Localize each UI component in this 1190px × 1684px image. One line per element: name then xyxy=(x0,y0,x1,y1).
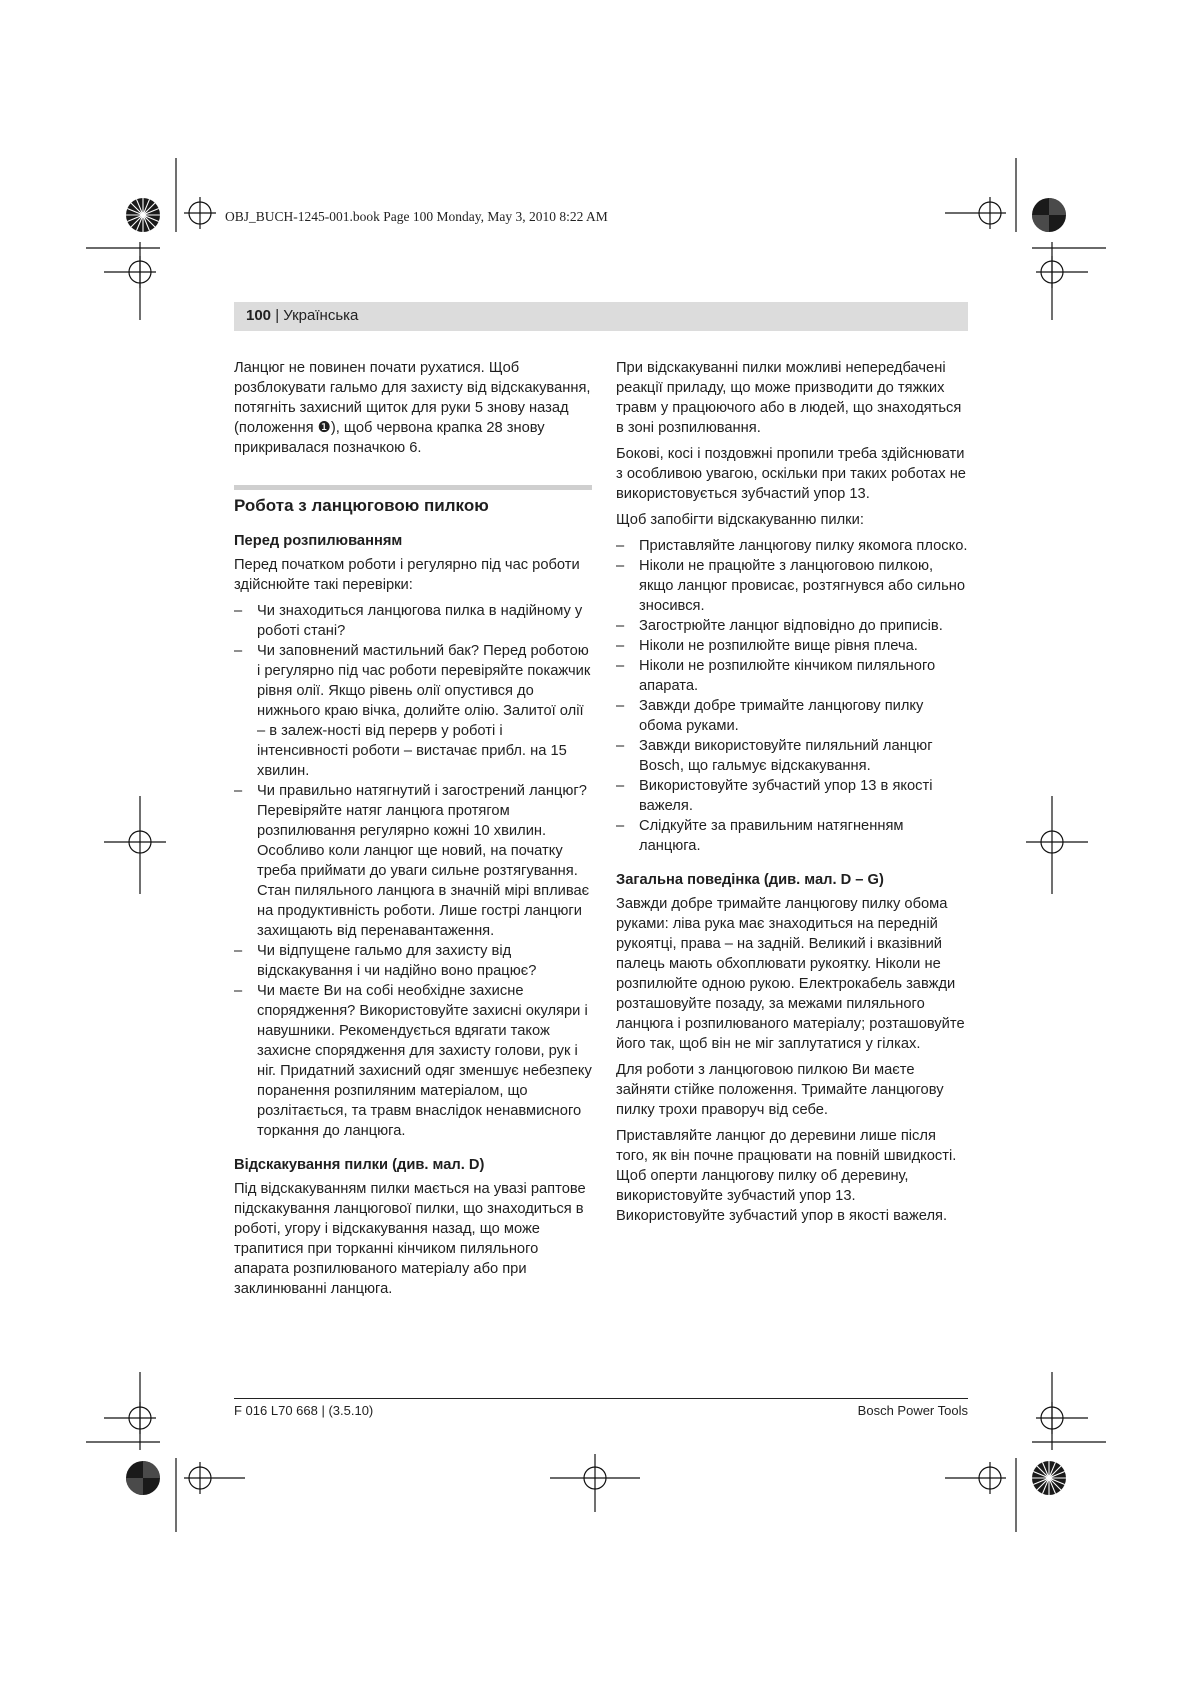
list-item-text: Ніколи не розпилюйте вище рівня плеча. xyxy=(639,638,918,654)
intro-paragraph: Ланцюг не повинен почати рухатися. Щоб розблокувати гальмо для захисту від відскакування, потягніть захисний щиток для руки 5 знову назад (положення ❶), щоб червона крапка 28 знову прикривалася позначкою 6. xyxy=(234,360,591,456)
checks-list xyxy=(234,601,592,1141)
page-header-bar xyxy=(234,302,968,331)
footer-brand: Bosch Power Tools xyxy=(857,1403,968,1418)
right-column xyxy=(616,358,968,1232)
page-header xyxy=(246,307,358,324)
list-item-text: Чи знаходиться ланцюгова пилка в надійному у роботі стані? xyxy=(257,603,583,639)
list-item: – Чи правильно натягнутий і загострений ланцюг? Перевіряйте натяг ланцюга протягом розпилювання регулярно кожні 10 хвилин. Особливо коли ланцюг ще новий, на початку треба приймати до уваги сильне розтягування. Стан пиляльного ланцюга в значній мірі впливає на продуктивність роботи. Лише гострі ланцюги захищають від перенавантаження. xyxy=(234,783,590,939)
registration-mark-top-left xyxy=(184,197,216,229)
left-column xyxy=(234,358,592,1305)
list-item-text: Чи правильно натягнутий і загострений ланцюг? Перевіряйте натяг ланцюга протягом розпилювання регулярно кожні 10 хвилин. Особливо коли ланцюг ще новий, на початку треба приймати до уваги сильне розтягування. Стан пиляльного ланцюга в значній мірі впливає на продуктивність роботи. Лише гострі ланцюги захищають від перенавантаження. xyxy=(257,783,590,939)
header-separator: | xyxy=(271,307,284,324)
list-item-text: Чи заповнений мастильний бак? Перед роботою і регулярно під час роботи перевіряйте покажчик рівня олії. Якщо рівень олії опустився до нижнього краю вічка, долийте олію. Залитої олії – в залеж-ності від перерв у роботі і інтенсивності роботи – вистачає прибл. на 15 хвилин. xyxy=(257,643,591,779)
list-item: – Чи маєте Ви на собі необхідне захисне спорядження? Використовуйте захисні окуляри і навушники. Рекомендується вдягати також захисне спорядження для захисту голови, рук і ніг. Придатний захисний одяг зменшує небезпеку поранення розпиляним матеріалом, що розлітається, та травм внаслідок ненавмисного торкання до ланцюга. xyxy=(234,983,592,1139)
list-item-text: Ніколи не працюйте з ланцюговою пилкою, якщо ланцюг провисає, розтягнувся або сильно зносився. xyxy=(639,558,966,614)
footer-document-code: F 016 L70 668 | (3.5.10) xyxy=(234,1403,374,1418)
language-label: Українська xyxy=(283,307,359,324)
paragraph: Бокові, косі і поздовжні пропили треба здійснювати з особливою увагою, оскільки при таких роботах не використовується зубчастий упор 13. xyxy=(616,446,966,502)
star-target-bottom-right xyxy=(1032,1461,1066,1495)
list-item: – Ніколи не працюйте з ланцюговою пилкою, якщо ланцюг провисає, розтягнувся або сильно зносився. xyxy=(616,558,966,614)
list-item-text: Завжди використовуйте пиляльний ланцюг Bosch, що гальмує відскакування. xyxy=(639,738,933,774)
registration-mark-lower-left xyxy=(104,1402,156,1434)
density-target-bottom-left xyxy=(126,1461,160,1495)
list-item-text: Слідкуйте за правильним натягненням ланцюга. xyxy=(639,818,904,854)
list-item: – Чи відпущене гальмо для захисту від відскакування і чи надійно воно працює? xyxy=(234,943,537,979)
list-item: – Завжди добре тримайте ланцюгову пилку обома руками. xyxy=(616,698,924,734)
list-item: – Загострюйте ланцюг відповідно до приписів. xyxy=(616,618,943,634)
registration-mark-mid-left xyxy=(104,796,166,894)
list-item-text: Загострюйте ланцюг відповідно до приписів. xyxy=(639,618,943,634)
star-target-top-left xyxy=(126,198,160,232)
paragraph: При відскакуванні пилки можливі непередбачені реакції приладу, що може призводити до тяжких травм у працюючого або в людей, що знаходяться в зоні розпилювання. xyxy=(616,360,962,436)
list-item-text: Використовуйте зубчастий упор 13 в якості важеля. xyxy=(639,778,933,814)
list-item: – Завжди використовуйте пиляльний ланцюг Bosch, що гальмує відскакування. xyxy=(616,738,933,774)
section-title: Робота з ланцюговою пилкою xyxy=(234,485,592,517)
list-item: – Приставляйте ланцюгову пилку якомога плоско. xyxy=(616,538,968,554)
paragraph: Завжди добре тримайте ланцюгову пилку обома руками: ліва рука має знаходиться на передній рукоятці, права – на задній. Великий і вказівний палець мають обхоплювати рукоятку. Ніколи не розпилюйте одною рукою. Електрокабель завжди розташовуйте позаду, за межами пиляльного ланцюга і розпилюваного матеріалу; розташовуйте його так, щоб він не міг заплутатися у гілках. xyxy=(616,896,965,1052)
list-item: – Чи заповнений мастильний бак? Перед роботою і регулярно під час роботи перевіряйте покажчик рівня олії. Якщо рівень олії опустився до нижнього краю вічка, долийте олію. Залитої олії – в залеж-ності від перерв у роботі і інтенсивності роботи – вистачає прибл. на 15 хвилин. xyxy=(234,643,591,779)
registration-mark-top-right xyxy=(945,197,1006,229)
list-item: – Чи знаходиться ланцюгова пилка в надійному у роботі стані? xyxy=(234,603,583,639)
kickback-paragraph: Під відскакуванням пилки мається на увазі раптове підскакування ланцюгової пилки, що знаходиться в роботі, угору і відскакування назад, що може трапитися при торканні кінчиком пиляльного апарата розпилюваного матеріалу або при заклинюванні ланцюга. xyxy=(234,1181,586,1297)
registration-mark-lower-right xyxy=(1036,1402,1088,1434)
registration-mark-bottom-right xyxy=(945,1462,1006,1494)
list-item: – Ніколи не розпилюйте кінчиком пиляльного апарата. xyxy=(616,658,936,694)
registration-mark-bottom-left xyxy=(184,1462,245,1494)
list-item-text: Чи маєте Ви на собі необхідне захисне спорядження? Використовуйте захисні окуляри і навушники. Рекомендується вдягати також захисне спорядження для захисту голови, рук і ніг. Придатний захисний одяг зменшує небезпеку поранення розпиляним матеріалом, що розлітається, та травм внаслідок ненавмисного торкання до ланцюга. xyxy=(257,983,592,1139)
subsection-title-kickback: Відскакування пилки (див. мал. D) xyxy=(234,1157,485,1173)
list-item-text: Приставляйте ланцюгову пилку якомога плоско. xyxy=(639,538,968,554)
registration-mark-bottom-center xyxy=(550,1454,640,1512)
list-item-text: Ніколи не розпилюйте кінчиком пиляльного апарата. xyxy=(639,658,936,694)
subsection-title-before-cutting: Перед розпилюванням xyxy=(234,533,403,549)
density-target-top-right xyxy=(1032,198,1066,232)
list-item: – Слідкуйте за правильним натягненням ланцюга. xyxy=(616,818,904,854)
registration-mark-upper-left xyxy=(104,256,156,288)
subsection-title-general: Загальна поведінка (див. мал. D – G) xyxy=(616,872,884,888)
paragraph: Щоб запобігти відскакуванню пилки: xyxy=(616,512,864,528)
list-item-text: Чи відпущене гальмо для захисту від відскакування і чи надійно воно працює? xyxy=(257,943,537,979)
page-number: 100 xyxy=(246,307,272,324)
list-item-text: Завжди добре тримайте ланцюгову пилку обома руками. xyxy=(639,698,924,734)
list-item: – Ніколи не розпилюйте вище рівня плеча. xyxy=(616,638,918,654)
print-info-line: OBJ_BUCH-1245-001.book Page 100 Monday, May 3, 2010 8:22 AM xyxy=(225,209,608,224)
registration-mark-upper-right xyxy=(1036,256,1088,288)
paragraph: Для роботи з ланцюговою пилкою Ви маєте зайняти стійке положення. Тримайте ланцюгову пилку трохи праворуч від себе. xyxy=(616,1062,944,1118)
registration-mark-mid-right xyxy=(1026,796,1088,894)
footer-rule xyxy=(234,1398,968,1399)
kickback-tips-list xyxy=(616,536,968,856)
paragraph: Приставляйте ланцюг до деревини лише після того, як він почне працювати на повній швидкості. Щоб оперти ланцюгову пилку об деревину, використовуйте зубчастий упор 13. Використовуйте зубчастий упор в якості важеля. xyxy=(616,1128,957,1224)
before-cutting-paragraph: Перед початком роботи і регулярно під час роботи здійснюйте такі перевірки: xyxy=(234,557,580,593)
list-item: – Використовуйте зубчастий упор 13 в якості важеля. xyxy=(616,778,933,814)
